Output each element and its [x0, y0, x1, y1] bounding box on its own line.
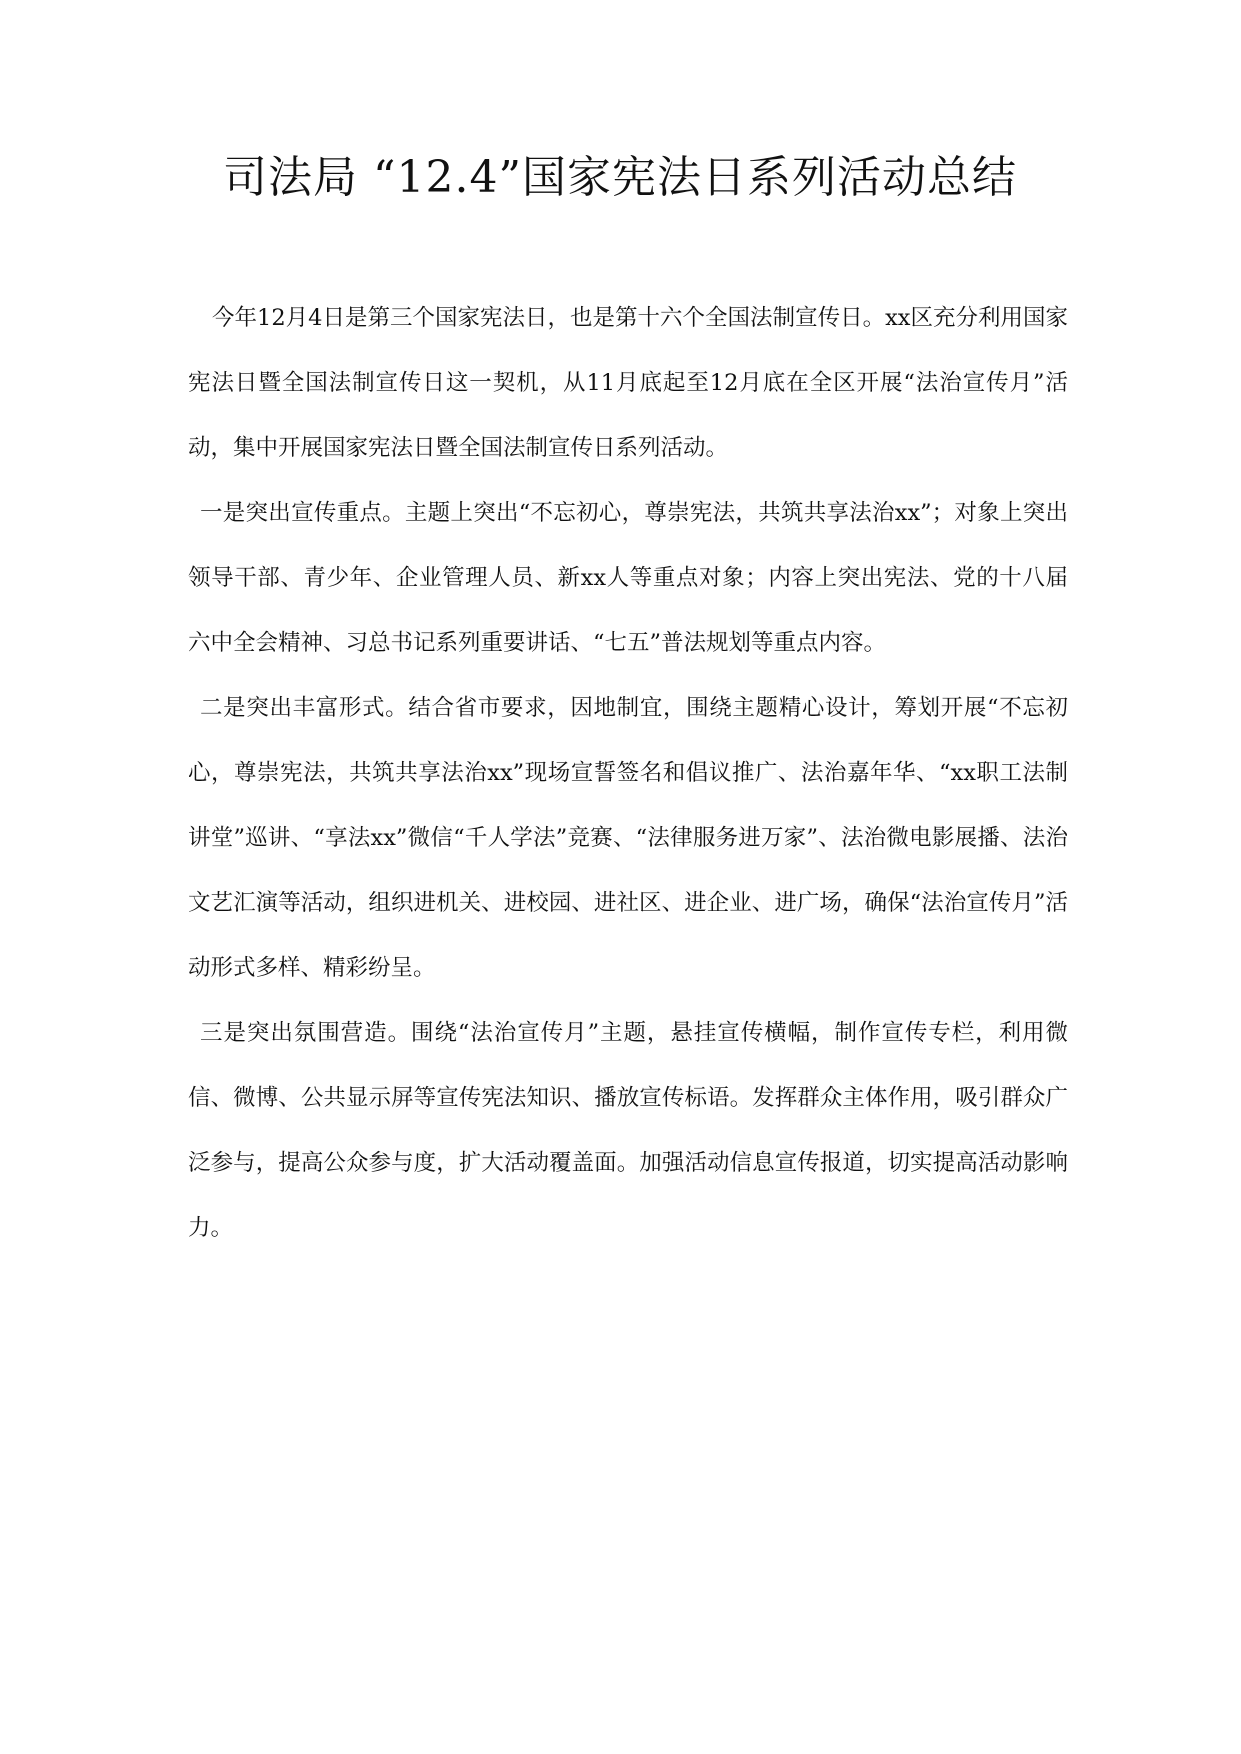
paragraph-intro: 今年12月4日是第三个国家宪法日，也是第十六个全国法制宣传日。xx区充分利用国家宪法日暨全国法制宣传日这一契机，从11月底起至12月底在全区开展“法治宣传月”活动，集中开展国家宪法日暨全国法制宣传日系列活动。	[188, 305, 1068, 461]
paragraph-point-1: 一是突出宣传重点。主题上突出“不忘初心，尊崇宪法，共筑共享法治xx”；对象上突出领导干部、青少年、企业管理人员、新xx人等重点对象；内容上突出宪法、党的十八届六中全会精神、习总书记系列重要讲话、“七五”普法规划等重点内容。	[188, 500, 1068, 656]
paragraph-point-3: 三是突出氛围营造。围绕“法治宣传月”主题，悬挂宣传横幅，制作宣传专栏，利用微信、微博、公共显示屏等宣传宪法知识、播放宣传标语。发挥群众主体作用，吸引群众广泛参与，提高公众参与度，扩大活动覆盖面。加强活动信息宣传报道，切实提高活动影响力。	[188, 1020, 1068, 1241]
paragraph-point-2: 二是突出丰富形式。结合省市要求，因地制宜，围绕主题精心设计，筹划开展“不忘初心，尊崇宪法，共筑共享法治xx”现场宣誓签名和倡议推广、法治嘉年华、“xx职工法制讲堂”巡讲、“享法xx”微信“千人学法”竞赛、“法律服务进万家”、法治微电影展播、法治文艺汇演等活动，组织进机关、进校园、进社区、进企业、进广场，确保“法治宣传月”活动形式多样、精彩纷呈。	[188, 695, 1068, 981]
document-title: 司法局 “12.4”国家宪法日系列活动总结	[223, 152, 1017, 203]
document-body	[188, 286, 1068, 1261]
